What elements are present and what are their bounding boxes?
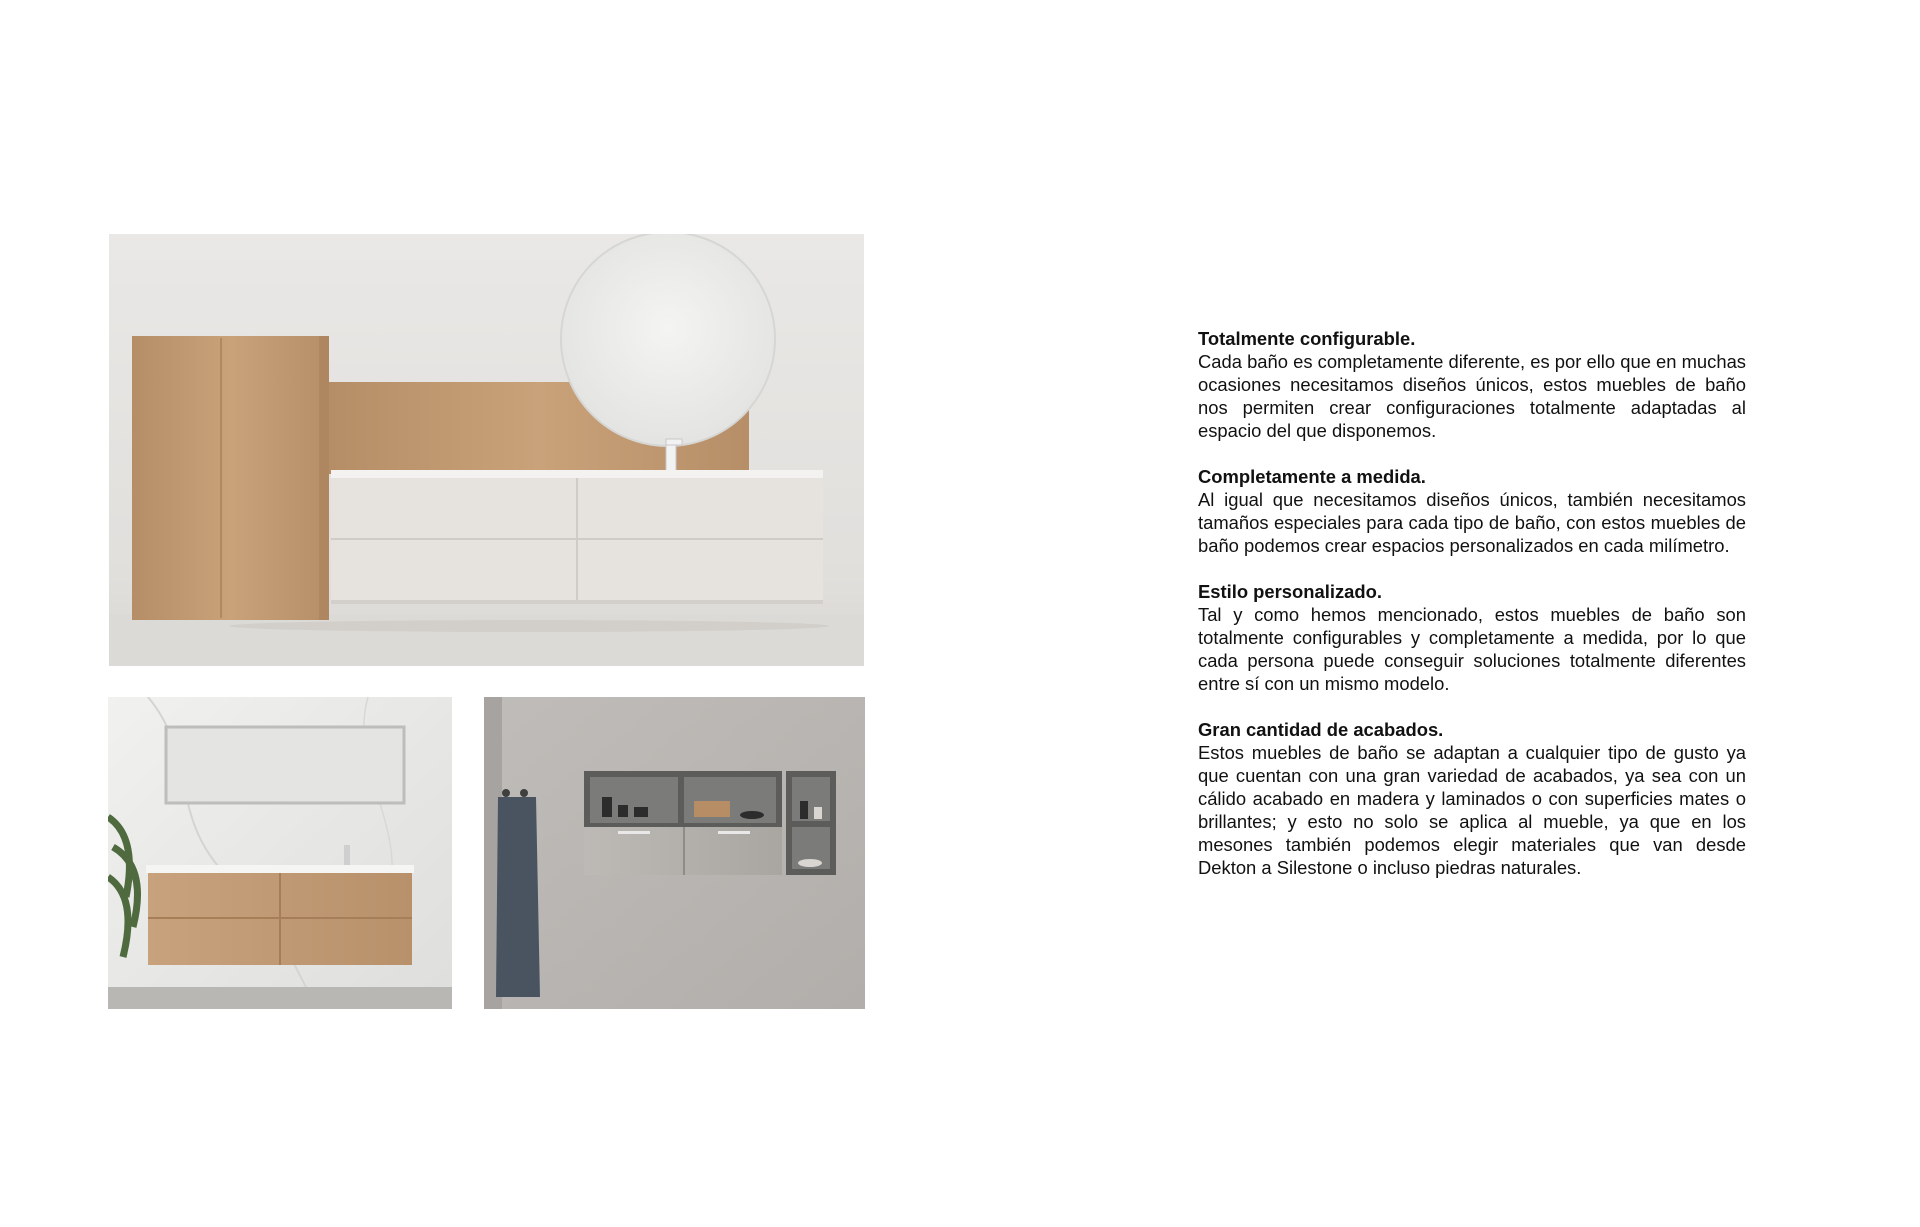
oak-vanity-photo	[108, 697, 452, 1009]
feature-section-custom-size	[1198, 465, 1746, 557]
feature-body: Estos muebles de baño se adaptan a cualquier tipo de gusto ya que cuentan con una gran variedad de acabados, ya sea con un cálido acabado en madera y laminados o con superficies mates o brillantes; y esto no solo se aplica al mueble, ya que en los mesones también podemos elegir materiales que van desde Dekton a Silestone o incluso piedras naturales.	[1198, 742, 1746, 878]
feature-title: Estilo personalizado.	[1198, 581, 1382, 602]
feature-body: Cada baño es completamente diferente, es por ello que en muchas ocasiones necesitamos diseños únicos, estos muebles de baño nos permiten crear configuraciones totalmente adaptadas al espacio del que disponemos.	[1198, 351, 1746, 441]
main-bathroom-photo	[109, 234, 864, 666]
grey-cabinet-illustration	[484, 697, 865, 1009]
feature-body: Al igual que necesitamos diseños únicos, también necesitamos tamaños especiales para cada tipo de baño, con estos muebles de baño podemos crear espacios personalizados en cada milímetro.	[1198, 489, 1746, 556]
oak-vanity-illustration	[108, 697, 452, 1009]
grey-cabinet-photo	[484, 697, 865, 1009]
features-text-column	[1198, 327, 1746, 902]
main-bathroom-illustration	[109, 234, 864, 666]
feature-title: Completamente a medida.	[1198, 466, 1426, 487]
feature-section-style	[1198, 580, 1746, 695]
feature-section-configurable	[1198, 327, 1746, 442]
feature-section-finishes	[1198, 718, 1746, 879]
feature-title: Gran cantidad de acabados.	[1198, 719, 1444, 740]
feature-title: Totalmente configurable.	[1198, 328, 1416, 349]
feature-body: Tal y como hemos mencionado, estos muebles de baño son totalmente configurables y completamente a medida, por lo que cada persona puede conseguir soluciones totalmente diferentes entre sí con un mismo modelo.	[1198, 604, 1746, 694]
